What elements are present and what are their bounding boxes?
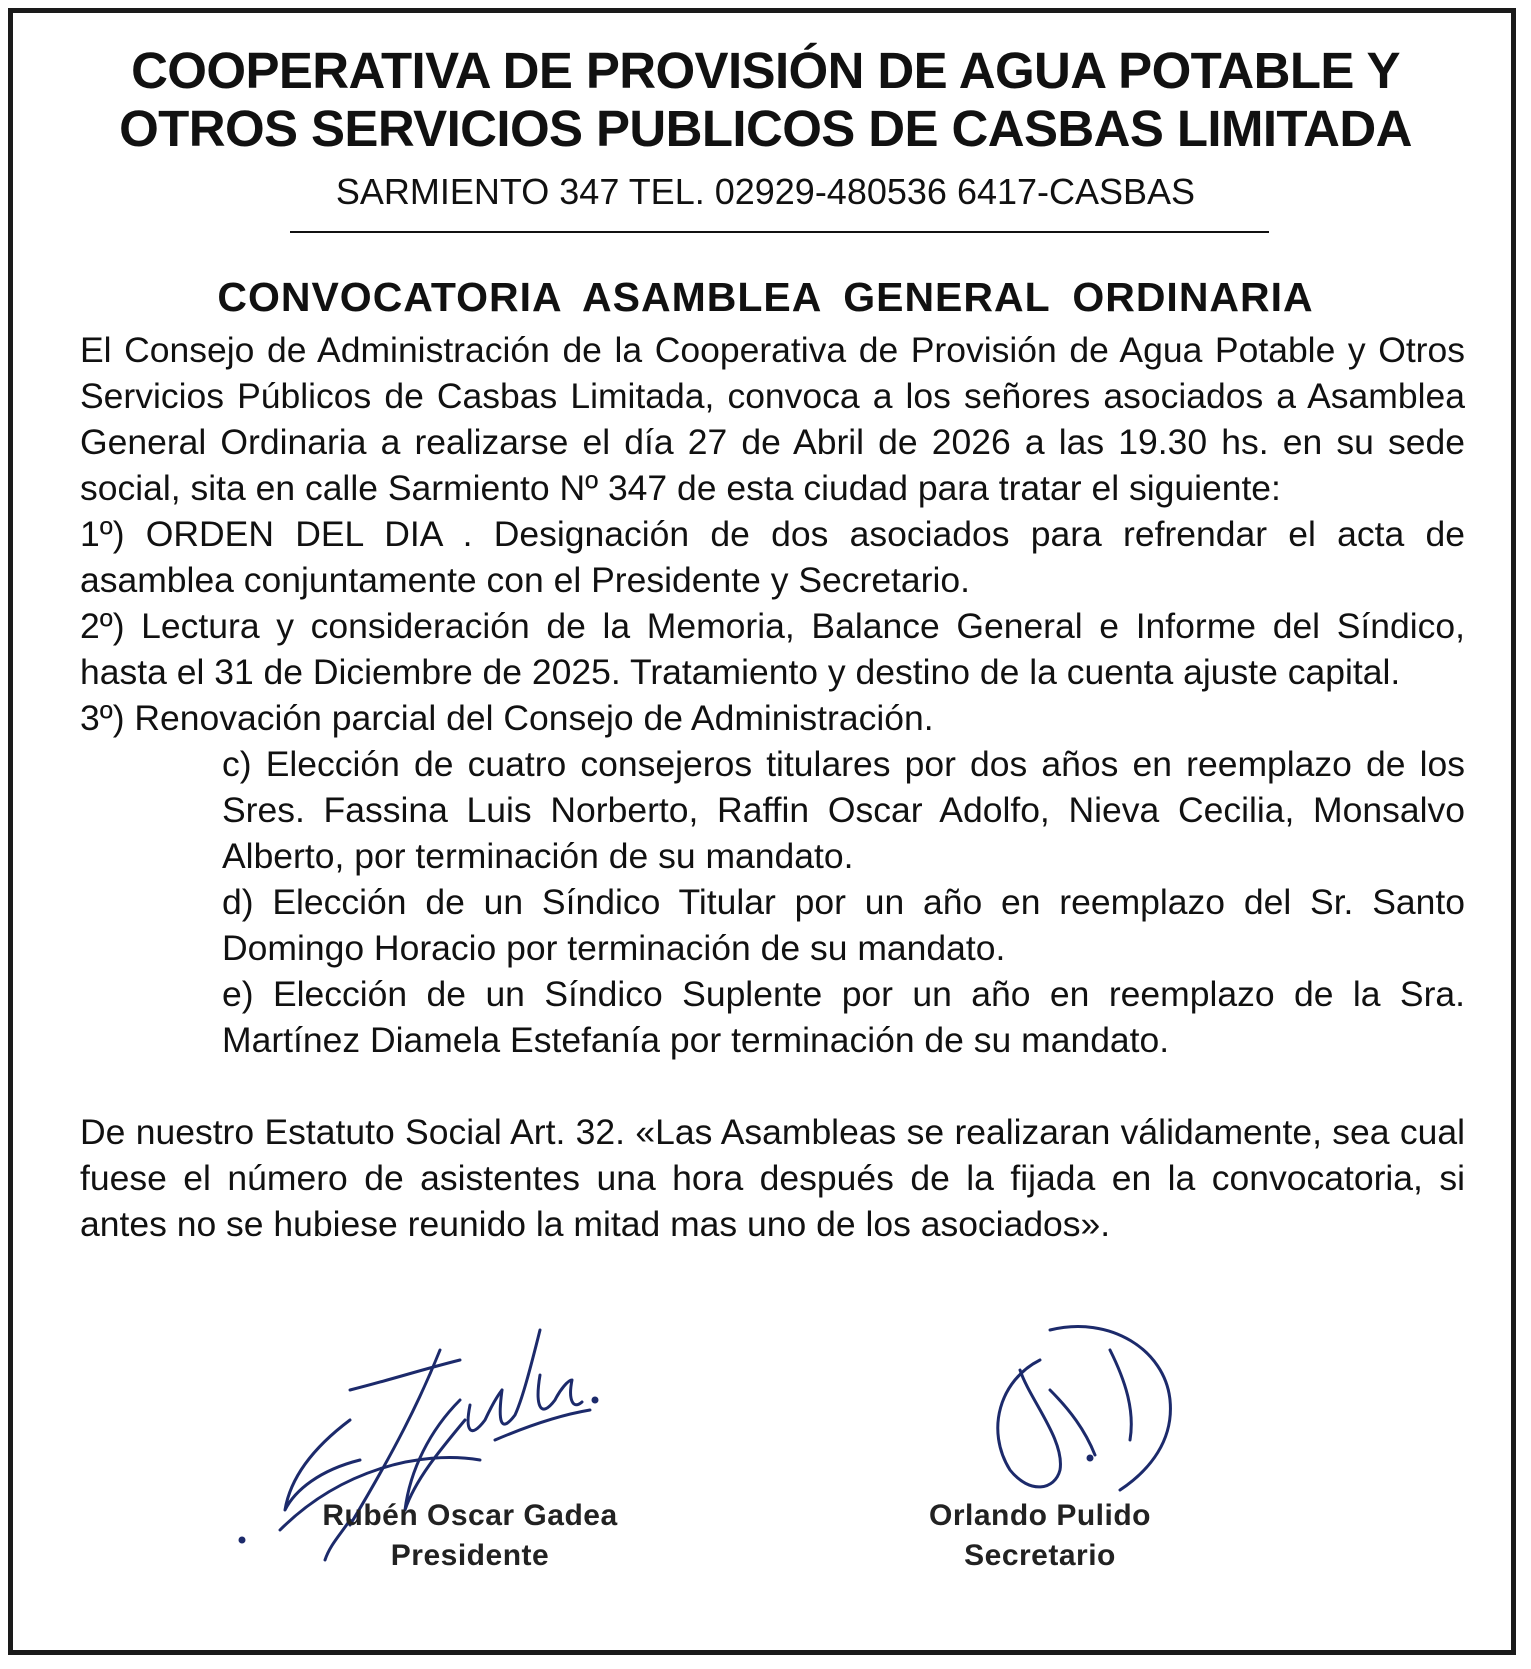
cooperative-name-line2: OTROS SERVICIOS PUBLICOS DE CASBAS LIMITADA <box>119 100 1412 157</box>
secretary-role: Secretario <box>964 1539 1116 1572</box>
agenda-subitem-e: e) Elección de un Síndico Suplente por un año en reemplazo de la Sra. Martínez Diamela Estefanía por terminación de su mandato. <box>222 974 1465 1060</box>
secretary-signature-block <box>880 1496 1200 1576</box>
notice-body <box>80 327 1465 1247</box>
header-divider <box>290 231 1269 233</box>
agenda-subitem-d: d) Elección de un Síndico Titular por un año en reemplazo del Sr. Santo Domingo Horacio por terminación de su mandato. <box>222 882 1465 968</box>
intro-paragraph: El Consejo de Administración de la Cooperativa de Provisión de Agua Potable y Otros Servicios Públicos de Casbas Limitada, convoca a los señores asociados a Asamblea General Ordinaria a realizarse el día 27 de Abril de 2026 a las 19.30 hs. en su sede social, sita en calle Sarmiento Nº 347 de esta ciudad para tratar el siguiente: <box>80 330 1465 508</box>
agenda-item-3: 3º) Renovación parcial del Consejo de Administración. <box>80 698 934 738</box>
cooperative-address: SARMIENTO 347 TEL. 02929-480536 6417-CASBAS <box>335 171 1196 212</box>
president-signature-block <box>270 1496 670 1576</box>
agenda-subitem-c: c) Elección de cuatro consejeros titulares por dos años en reemplazo de los Sres. Fassina Luis Norberto, Raffin Oscar Adolfo, Nieva Cecilia, Monsalvo Alberto, por terminación de su mandato. <box>222 744 1465 876</box>
cooperative-name-line1: COOPERATIVA DE PROVISIÓN DE AGUA POTABLE Y <box>131 42 1400 99</box>
secretary-signature <box>960 1320 1200 1520</box>
statute-paragraph: De nuestro Estatuto Social Art. 32. «Las Asambleas se realizaran válidamente, sea cual fuese el número de asistentes una hora después de la fijada en la convocatoria, si antes no se hubiese reunido la mitad mas uno de los asociados». <box>80 1112 1465 1244</box>
agenda-item-2: 2º) Lectura y consideración de la Memoria, Balance General e Informe del Síndico, hasta el 31 de Diciembre de 2025. Tratamiento y destino de la cuenta ajuste capital. <box>80 606 1465 692</box>
president-role: Presidente <box>390 1539 550 1572</box>
president-name: Rubén Oscar Gadea <box>322 1499 618 1532</box>
notice-title: CONVOCATORIA ASAMBLEA GENERAL ORDINARIA <box>217 274 1314 320</box>
secretary-name: Orlando Pulido <box>929 1499 1151 1532</box>
cooperative-name <box>0 42 1531 158</box>
agenda-item-1: 1º) ORDEN DEL DIA . Designación de dos asociados para refrendar el acta de asamblea conjuntamente con el Presidente y Secretario. <box>80 514 1465 600</box>
